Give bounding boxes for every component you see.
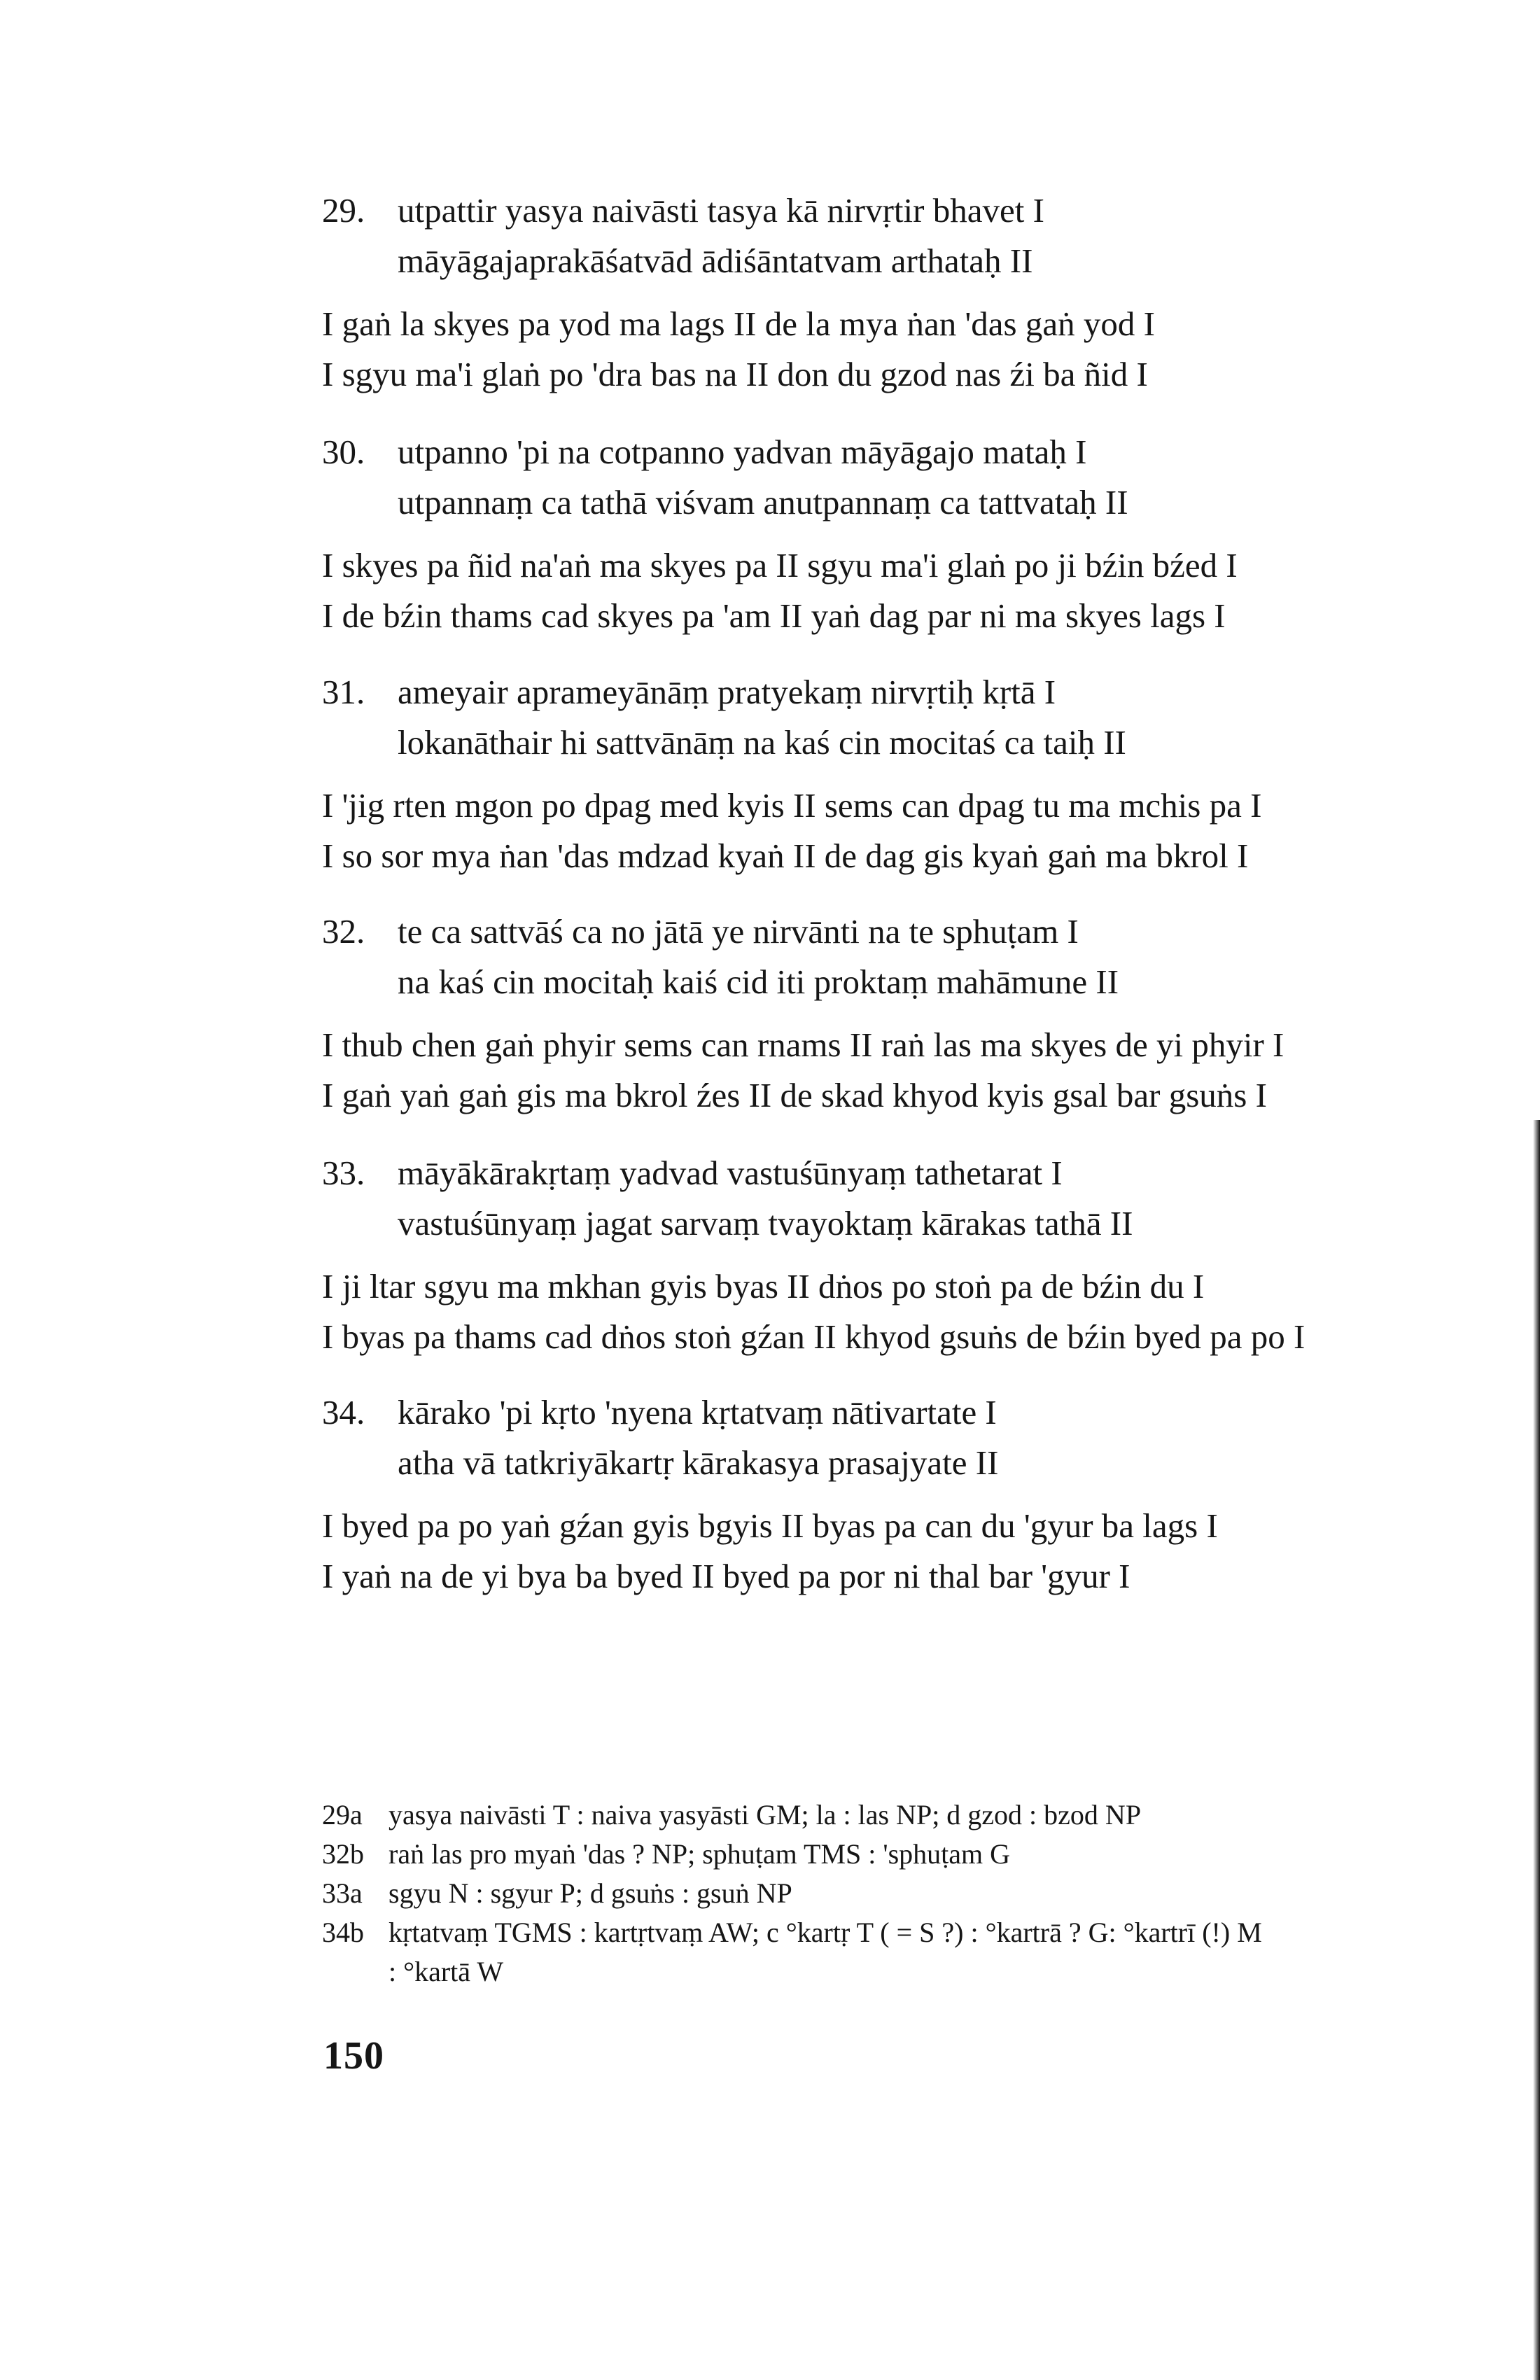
note-32b xyxy=(322,1835,1470,1874)
note-id: 32b xyxy=(322,1838,364,1870)
sanskrit-line: na kaś cin mocitaḥ kaiś cid iti proktaṃ mahāmune II xyxy=(398,962,1119,1001)
sanskrit-text: utpanno 'pi na cotpanno yadvan māyāgajo mataḥ I xyxy=(398,433,1087,471)
tibetan-line: I gaṅ yaṅ gaṅ gis ma bkrol źes II de skad khyod kyis gsal bar gsuṅs I xyxy=(322,1076,1267,1114)
tibetan-line: I yaṅ na de yi bya ba byed II byed pa por ni thal bar 'gyur I xyxy=(322,1557,1130,1595)
tibetan-block xyxy=(322,1261,1470,1362)
note-id: 34b xyxy=(322,1917,364,1948)
sanskrit-line xyxy=(322,1148,1470,1198)
note-34b xyxy=(322,1913,1470,1952)
note-33a xyxy=(322,1874,1470,1913)
sanskrit-text: māyākārakṛtaṃ yadvad vastuśūnyaṃ tathetarat I xyxy=(398,1154,1063,1192)
note-text: sgyu N : sgyur P; d gsuṅs : gsuṅ NP xyxy=(388,1877,792,1909)
verse-31 xyxy=(322,667,1470,881)
verse-32 xyxy=(322,906,1470,1121)
tibetan-line: I gaṅ la skyes pa yod ma lags II de la mya ṅan 'das gaṅ yod I xyxy=(322,304,1155,343)
verse-number: 29. xyxy=(322,191,365,230)
scan-edge-shadow xyxy=(1533,1120,1540,2380)
tibetan-line: I byas pa thams cad dṅos stoṅ gźan II khyod gsuṅs de bźin byed pa po I xyxy=(322,1317,1306,1356)
tibetan-line: I de bźin thams cad skyes pa 'am II yaṅ dag par ni ma skyes lags I xyxy=(322,596,1226,635)
tibetan-block xyxy=(322,1501,1470,1602)
note-29a xyxy=(322,1795,1470,1835)
sanskrit-line: lokanāthair hi sattvānāṃ na kaś cin mocitaś ca taiḥ II xyxy=(398,723,1126,762)
apparatus-notes xyxy=(322,1795,1470,1991)
sanskrit-text: utpattir yasya naivāsti tasya kā nirvṛtir bhavet I xyxy=(398,191,1044,230)
tibetan-line: I 'jig rten mgon po dpag med kyis II sems can dpag tu ma mchis pa I xyxy=(322,786,1262,825)
tibetan-line: I byed pa po yaṅ gźan gyis bgyis II byas pa can du 'gyur ba lags I xyxy=(322,1506,1218,1545)
verse-29 xyxy=(322,186,1470,400)
sanskrit-line: vastuśūnyaṃ jagat sarvaṃ tvayoktaṃ kārakas tathā II xyxy=(398,1204,1133,1242)
tibetan-line: I skyes pa ñid na'aṅ ma skyes pa II sgyu ma'i glaṅ po ji bźin bźed I xyxy=(322,546,1238,584)
sanskrit-line: atha vā tatkriyākartṛ kārakasya prasajyate II xyxy=(398,1443,999,1482)
note-id: 33a xyxy=(322,1877,363,1909)
sanskrit-line: utpannaṃ ca tathā viśvam anutpannaṃ ca tattvataḥ II xyxy=(398,483,1128,522)
verse-34 xyxy=(322,1387,1470,1602)
tibetan-block xyxy=(322,540,1470,641)
tibetan-block xyxy=(322,780,1470,881)
tibetan-line: I ji ltar sgyu ma mkhan gyis byas II dṅos po stoṅ pa de bźin du I xyxy=(322,1267,1205,1306)
verse-number: 34. xyxy=(322,1393,365,1432)
verse-number: 33. xyxy=(322,1154,365,1192)
sanskrit-line: māyāgajaprakāśatvād ādiśāntatvam arthataḥ II xyxy=(398,241,1033,280)
note-id: 29a xyxy=(322,1799,363,1830)
note-34b-continuation: : °kartā W xyxy=(388,1956,504,1987)
sanskrit-line xyxy=(322,1387,1470,1438)
sanskrit-line xyxy=(322,427,1470,477)
sanskrit-text: te ca sattvāś ca no jātā ye nirvānti na te sphuṭam I xyxy=(398,912,1079,951)
note-text: kṛtatvaṃ TGMS : kartṛtvaṃ AW; c °kartṛ T ( = S ?) : °kartrā ? G: °kartrī (!) M xyxy=(388,1917,1262,1948)
sanskrit-text: kārako 'pi kṛto 'nyena kṛtatvaṃ nātivartate I xyxy=(398,1393,997,1432)
verse-number: 30. xyxy=(322,433,365,471)
tibetan-line: I sgyu ma'i glaṅ po 'dra bas na II don du gzod nas źi ba ñid I xyxy=(322,355,1148,393)
page-number: 150 xyxy=(323,2034,384,2078)
sanskrit-line xyxy=(322,186,1470,236)
verse-number: 31. xyxy=(322,673,365,711)
verse-33 xyxy=(322,1148,1470,1362)
tibetan-line: I so sor mya ṅan 'das mdzad kyaṅ II de dag gis kyaṅ gaṅ ma bkrol I xyxy=(322,836,1249,875)
tibetan-line: I thub chen gaṅ phyir sems can rnams II raṅ las ma skyes de yi phyir I xyxy=(322,1026,1284,1064)
note-text: yasya naivāsti T : naiva yasyāsti GM; la : las NP; d gzod : bzod NP xyxy=(388,1799,1142,1830)
tibetan-block xyxy=(322,1020,1470,1121)
sanskrit-text: ameyair aprameyānāṃ pratyekaṃ nirvṛtiḥ kṛtā I xyxy=(398,673,1056,711)
note-text: raṅ las pro myaṅ 'das ? NP; sphuṭam TMS : 'sphuṭam G xyxy=(388,1838,1011,1870)
verse-number: 32. xyxy=(322,912,365,951)
verse-30 xyxy=(322,427,1470,641)
tibetan-block xyxy=(322,299,1470,400)
sanskrit-line xyxy=(322,906,1470,957)
sanskrit-line xyxy=(322,667,1470,718)
